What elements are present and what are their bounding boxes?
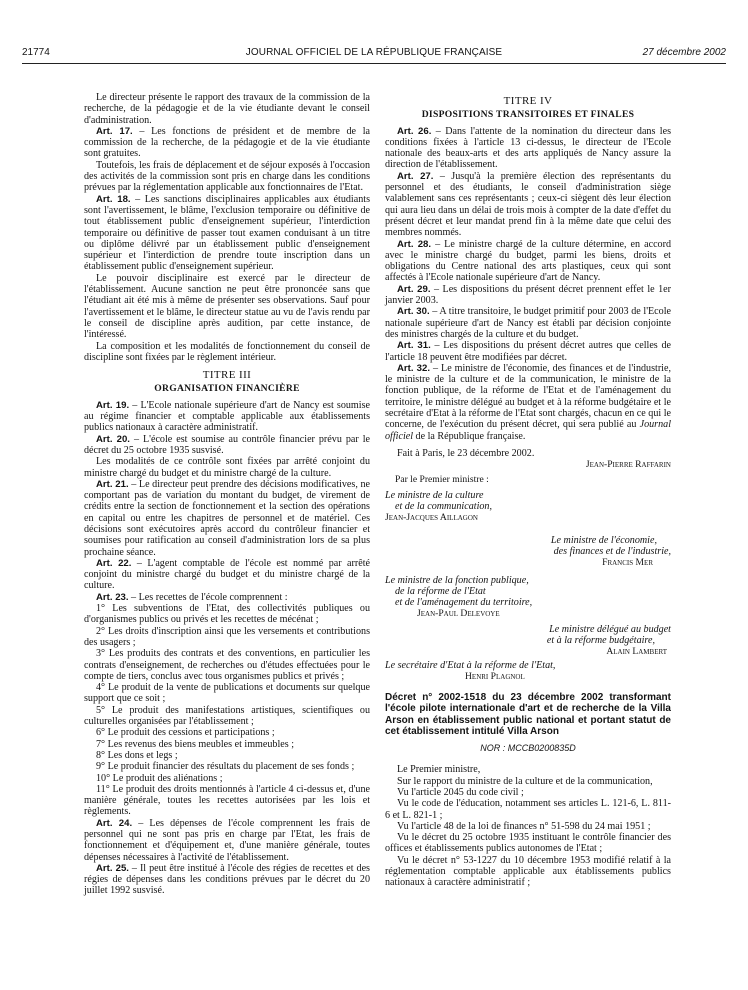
- article-28: [385, 239, 671, 284]
- article-label: Art. 31.: [397, 340, 431, 352]
- article-text: – Les dépenses de l'école comprennent les frais de personnel qui ne sont pas pris en charge par l'Etat, les frais de fonctionnement et d'équipement et, d'une manière générale, toutes dépenses nécessaires à l'activité de l'établissement.: [84, 817, 371, 863]
- signature-role: et de l'aménagement du territoire,: [395, 597, 533, 609]
- signature-name: Francis Mer: [602, 557, 653, 569]
- paragraph: Toutefois, les frais de déplacement et de séjour exposés à l'occasion des activités de la commission sont pris en charge dans les conditions prévues par la réglementation applicable aux fonctionnaires de l'Etat.: [84, 159, 370, 194]
- visa-item: Vu le décret n° 53-1227 du 10 décembre 1953 modifié relatif à la réglementation comptable applicable aux établissements publics nationaux à caractère administratif ;: [385, 854, 671, 889]
- article-label: Art. 26.: [397, 125, 432, 137]
- article-text: – Le directeur peut prendre des décisions modificatives, ne comportant pas de variation du montant du budget, de virement de crédits entre la section de fonctionnement et la section des opérations en capital ou entre les chapitres de personnel et de matériel. Ces décisions sont exécutoires après accord du contrôleur financier et soumises pour ratification au conseil d'administration lors de sa plus prochaine séance.: [84, 478, 370, 558]
- titre-heading: TITRE IV: [503, 95, 553, 107]
- signature-role: Le ministre de la fonction publique,: [385, 574, 529, 586]
- article-19: [84, 400, 370, 434]
- article-label: Art. 22.: [96, 557, 132, 569]
- list-item: 7° Les revenus des biens meubles et immeubles ;: [96, 738, 295, 750]
- article-26: [385, 126, 671, 171]
- article-text-end: de la République française.: [413, 430, 526, 442]
- article-label: Art. 29.: [397, 283, 431, 295]
- signature-name: Henri Plagnol: [465, 670, 525, 682]
- signature-fonction-publique: [385, 575, 671, 620]
- list-item: 4° Le produit de la vente de publications et documents sur quelque support que ce soit ;: [84, 682, 370, 705]
- list-item: 8° Les dons et legs ;: [96, 749, 178, 761]
- article-text: – Dans l'attente de la nomination du directeur dans les conditions fixées à l'article 13 ci-dessus, le directeur de l'Ecole nationale des beaux-arts et des arts appliqués de Nancy assure la direction de l'établissement.: [385, 125, 671, 171]
- article-31: [385, 340, 671, 363]
- list-item: 9° Le produit financier des résultats du placement de ses fonds ;: [96, 761, 355, 773]
- visa-item: Vu le code de l'éducation, notamment ses articles L. 121-6, L. 811-6 et L. 821-1 ;: [385, 798, 671, 821]
- visa-item: Sur le rapport du ministre de la culture et de la communication,: [397, 775, 653, 787]
- titre-heading: TITRE III: [202, 369, 252, 382]
- journal-officiel-ref: Journal officiel: [385, 419, 671, 442]
- signature-role: Le ministre de la culture: [385, 489, 484, 501]
- list-item: 11° Le produit des droits mentionnés à l'article 4 ci-dessus et, d'une manière générale, toutes les recettes autorisées par les lois et règlements.: [84, 783, 370, 818]
- issue-date: 27 décembre 2002: [642, 47, 726, 58]
- signature-economie: [385, 535, 671, 569]
- titre-subheading: DISPOSITIONS TRANSITOIRES ET FINALES: [421, 109, 635, 121]
- article-text: – A titre transitoire, le budget primitif pour 2003 de l'Ecole nationale supérieure d'art de Nancy est établi par décision conjointe des ministres chargés de la culture et du budget.: [385, 306, 671, 340]
- fait-a-paris: Fait à Paris, le 23 décembre 2002.: [397, 447, 535, 459]
- header-rule: [22, 63, 726, 64]
- list-item: 10° Le produit des aliénations ;: [96, 772, 223, 784]
- article-text: – Les recettes de l'école comprennent :: [128, 591, 288, 603]
- article-17: [84, 126, 370, 160]
- article-text: – L'agent comptable de l'école est nommé par arrêté conjoint du ministre chargé du budget et du ministre chargé de la culture.: [84, 557, 370, 592]
- page-header: [22, 47, 726, 63]
- paragraph: Le pouvoir disciplinaire est exercé par le directeur de l'établissement. Aucune sanction ne peut être prononcée sans que l'étudiant ait été mis à même de présenter ses observations. Sauf pour l'avertissement et le blâme, le directeur statue au vu de l'avis rendu par le conseil de discipline après audition, par cette instance, de l'intéressé.: [84, 272, 370, 341]
- article-label: Art. 32.: [397, 362, 430, 374]
- list-item: 6° Le produit des cessions et participations ;: [96, 727, 275, 739]
- article-18: [84, 194, 370, 273]
- article-29: [385, 284, 671, 307]
- article-20: [84, 434, 370, 457]
- visa-item: Vu le décret du 25 octobre 1935 instituant le contrôle financier des offices et établissements publics autonomes de l'Etat ;: [385, 832, 671, 855]
- signature-role: des finances et de l'industrie,: [553, 545, 671, 557]
- article-text: – Les dispositions du présent décret autres que celles de l'article 18 peuvent être modifiées par décret.: [385, 340, 671, 363]
- article-text: – Jusqu'à la première élection des représentants du personnel et des étudiants, le conseil d'administration siège valablement sans ces représentants ; ceux-ci siègent dès leur élection qui aura lieu dans un délai de trois mois à compter de la date d'effet du présent décret et leur mandat prend fin à la même date que celui des membres nommés.: [385, 170, 671, 239]
- list-item: 1° Les subventions de l'Etat, des collectivités publiques ou d'organismes publics ou privés et les recettes de mécénat ;: [84, 603, 370, 626]
- article-27: [385, 171, 671, 239]
- paragraph: La composition et les modalités de fonctionnement du conseil de discipline sont fixées par le règlement intérieur.: [84, 340, 370, 363]
- visa-item: Vu l'article 48 de la loi de finances n° 51-598 du 24 mai 1951 ;: [397, 820, 651, 832]
- article-22: [84, 558, 370, 592]
- article-text: – Le ministre de l'économie, des finances et de l'industrie, le ministre de la culture et de la communication, le ministre de la fonction publique, de la réforme de l'Etat et de l'aménagement du territoire, le ministre délégué au budget et à la réforme budgétaire et le secrétaire d'Etat à la réforme de l'Etat sont chargés, chacun en ce qui le concerne, de l'exécution du présent décret, qui sera publié au: [385, 362, 671, 431]
- nor-reference: NOR : MCCB0200835D: [480, 743, 576, 754]
- signature-secretaire-etat: [385, 660, 671, 683]
- left-column: [84, 92, 370, 897]
- page-number: 21774: [22, 47, 50, 58]
- article-text: – Il peut être institué à l'école des régies de recettes et des régies de dépenses dans les conditions prévues par le décret du 20 juillet 1992 susvisé.: [84, 862, 370, 897]
- article-text: – Les sanctions disciplinaires applicables aux étudiants sont l'avertissement, le blâme, l'exclusion temporaire ou définitive de tout établissement public d'enseignement supérieur, l'interdiction temporaire ou définitive de passer tout examen conduisant à un titre ou diplôme délivré par un établissement public d'enseignement supérieur et l'interdiction de prendre toute inscription dans un établissement public d'enseignement supérieur.: [84, 193, 370, 273]
- visa-item: Vu l'article 2045 du code civil ;: [397, 786, 524, 798]
- article-21: [84, 479, 370, 558]
- article-label: Art. 24.: [96, 817, 133, 829]
- list-item: 2° Les droits d'inscription ainsi que les versements et contributions des usagers ;: [84, 625, 370, 648]
- article-text: – Les fonctions de président et de membre de la commission de la recherche, de la pédagogie et de la vie étudiante sont gratuites.: [84, 125, 371, 160]
- signature-name: Alain Lambert: [606, 646, 667, 658]
- signature-prime-minister: Jean-Pierre Raffarin: [585, 459, 671, 471]
- journal-title: JOURNAL OFFICIEL DE LA RÉPUBLIQUE FRANÇAISE: [245, 47, 503, 58]
- decret-title: Décret n° 2002-1518 du 23 décembre 2002 transformant l'école pilote internationale d'art et de recherche de la Villa Arson en établissement public national et portant statut de cet établissement intitulé Villa Arson: [385, 692, 671, 737]
- right-column: [385, 92, 671, 889]
- signature-culture: [385, 490, 671, 524]
- article-25: [84, 863, 370, 897]
- article-text: – L'école est soumise au contrôle financier prévu par le décret du 25 octobre 1935 susvisé.: [84, 433, 370, 456]
- par-le-premier-ministre: Par le Premier ministre :: [395, 473, 489, 485]
- article-30: [385, 306, 671, 340]
- titre-subheading: ORGANISATION FINANCIÈRE: [154, 383, 300, 395]
- article-label: Art. 23.: [96, 591, 129, 603]
- signature-role: de la réforme de l'Etat: [395, 585, 486, 597]
- article-label: Art. 28.: [397, 238, 432, 250]
- article-text: – Les dispositions du présent décret prennent effet le 1er janvier 2003.: [385, 283, 671, 307]
- article-label: Art. 20.: [96, 433, 130, 445]
- signature-role: Le ministre de l'économie,: [550, 534, 657, 546]
- article-23: [84, 592, 370, 603]
- article-24: [84, 818, 370, 863]
- signature-role: et de la communication,: [395, 501, 492, 513]
- article-label: Art. 30.: [397, 306, 430, 318]
- premier-ministre: Le Premier ministre,: [397, 764, 481, 776]
- signature-name: Jean-Jacques Aillagon: [385, 512, 478, 524]
- article-32: [385, 363, 671, 442]
- article-label: Art. 19.: [96, 399, 130, 411]
- article-label: Art. 21.: [96, 478, 129, 490]
- list-item: 3° Les produits des contrats et des conventions, en particulier les contrats d'enseignement, de recherches ou d'études effectuées pour le compte de tiers, conclus avec tous organismes publics et privés ;: [84, 648, 370, 682]
- article-text: – Le ministre chargé de la culture détermine, en accord avec le ministre chargé du budget, parmi les biens, droits et obligations du Centre national des arts plastiques, ceux qui sont affectés à l'Ecole nationale supérieure d'art de Nancy.: [385, 238, 672, 284]
- article-label: Art. 18.: [96, 193, 131, 205]
- article-label: Art. 27.: [397, 170, 434, 182]
- signature-role: Le ministre délégué au budget: [549, 623, 671, 635]
- signature-role: et à la réforme budgétaire,: [546, 635, 655, 647]
- signature-name: Jean-Paul Delevoye: [417, 608, 500, 620]
- article-label: Art. 17.: [96, 125, 133, 137]
- paragraph: Les modalités de ce contrôle sont fixées par arrêté conjoint du ministre chargé du budget et du ministre chargé de la culture.: [84, 456, 370, 479]
- paragraph: Le directeur présente le rapport des travaux de la commission de la recherche, de la pédagogie et de la vie étudiante devant le conseil d'administration.: [84, 92, 370, 126]
- signature-budget: [385, 624, 671, 658]
- article-text: – L'Ecole nationale supérieure d'art de Nancy est soumise au régime financier et comptable applicable aux établissements publics nationaux à caractère administratif.: [84, 399, 370, 434]
- list-item: 5° Le produit des manifestations artistiques, scientifiques ou culturelles organisées par l'établissement ;: [84, 704, 370, 728]
- signature-role: Le secrétaire d'Etat à la réforme de l'Etat,: [385, 659, 556, 671]
- article-label: Art. 25.: [96, 862, 129, 874]
